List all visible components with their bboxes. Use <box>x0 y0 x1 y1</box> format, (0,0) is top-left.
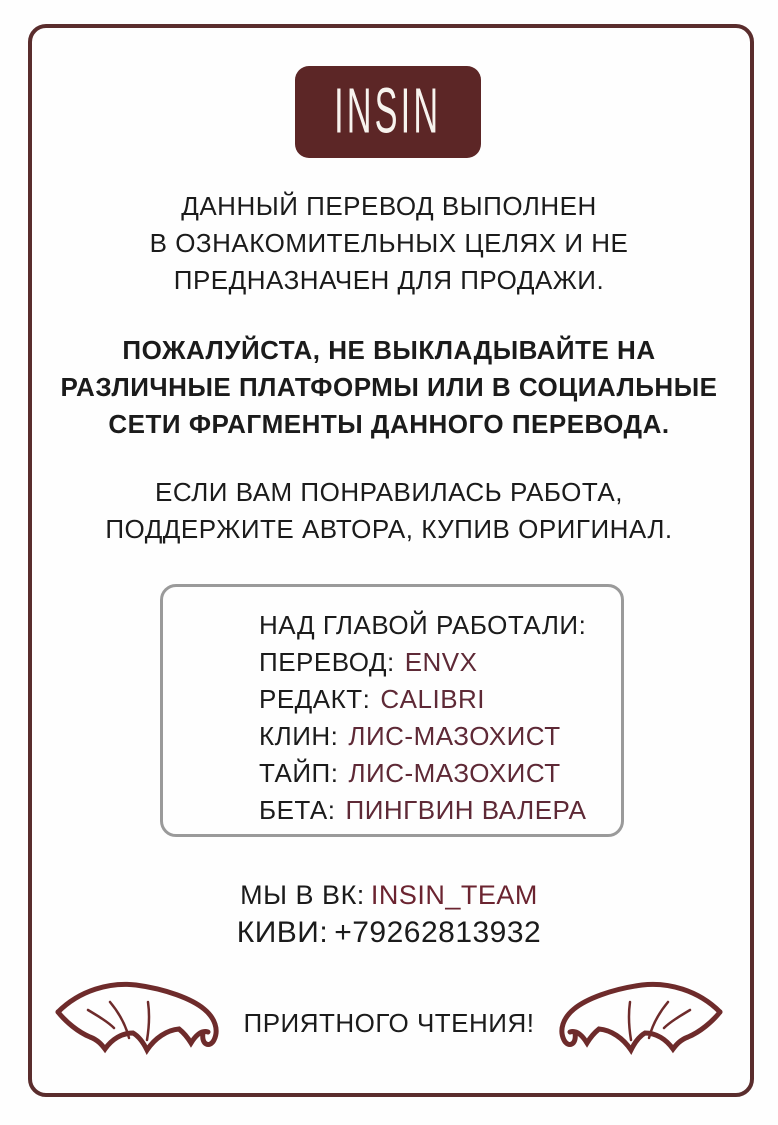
no-repost-line: ПОЖАЛУЙСТА, НЕ ВЫКЛАДЫВАЙТЕ НА <box>122 335 656 365</box>
disclaimer-line: В ОЗНАКОМИТЕЛЬНЫХ ЦЕЛЯХ И НЕ <box>149 228 629 258</box>
qiwi-number: +79262813932 <box>334 916 542 949</box>
credits-title <box>259 607 611 644</box>
insin-logo <box>295 66 481 158</box>
credit-role-label: ТАЙП: <box>259 758 339 788</box>
credit-row-translation <box>259 644 611 681</box>
credit-person-name: CALIBRI <box>380 684 486 714</box>
disclaimer-line: ПРЕДНАЗНАЧЕН ДЛЯ ПРОДАЖИ. <box>173 265 605 295</box>
credits-box <box>160 584 624 837</box>
credit-row-editing <box>259 681 611 718</box>
insin-logo-text: INSIN <box>334 75 442 147</box>
credit-row-typesetting <box>259 755 611 792</box>
support-line: ПОДДЕРЖИТЕ АВТОРА, КУПИВ ОРИГИНАЛ. <box>105 514 673 544</box>
credit-role-label: РЕДАКТ: <box>259 684 371 714</box>
credit-person-name: ЛИС-МАЗОХИСТ <box>348 721 561 751</box>
credit-row-cleaning <box>259 718 611 755</box>
credit-role-label: КЛИН: <box>259 721 339 751</box>
credit-role-label: ПЕРЕВОД: <box>259 647 395 677</box>
disclaimer-text <box>0 188 778 299</box>
credit-role-label: БЕТА: <box>259 795 336 825</box>
no-repost-text <box>0 332 778 443</box>
qiwi-label: КИВИ: <box>236 916 329 949</box>
vk-team-name: INSIN_TEAM <box>370 880 538 910</box>
no-repost-line: РАЗЛИЧНЫЕ ПЛАТФОРМЫ ИЛИ В СОЦИАЛЬНЫЕ <box>60 372 718 402</box>
support-author-text <box>0 474 778 548</box>
credit-person-name: ПИНГВИН ВАЛЕРА <box>345 795 587 825</box>
vk-label: МЫ В ВК: <box>240 880 365 910</box>
disclaimer-line: ДАННЫЙ ПЕРЕВОД ВЫПОЛНЕН <box>181 191 597 221</box>
support-line: ЕСЛИ ВАМ ПОНРАВИЛАСЬ РАБОТА, <box>154 477 623 507</box>
enjoy-reading-text: ПРИЯТНОГО ЧТЕНИЯ! <box>243 1008 535 1038</box>
no-repost-line: СЕТИ ФРАГМЕНТЫ ДАННОГО ПЕРЕВОДА. <box>108 409 670 439</box>
qiwi-contact-line <box>0 916 778 950</box>
credits-title-text: НАД ГЛАВОЙ РАБОТАЛИ: <box>259 610 587 640</box>
credit-row-beta <box>259 792 611 829</box>
credit-person-name: ENVX <box>404 647 478 677</box>
vk-contact-line <box>0 880 778 911</box>
credit-person-name: ЛИС-МАЗОХИСТ <box>348 758 561 788</box>
